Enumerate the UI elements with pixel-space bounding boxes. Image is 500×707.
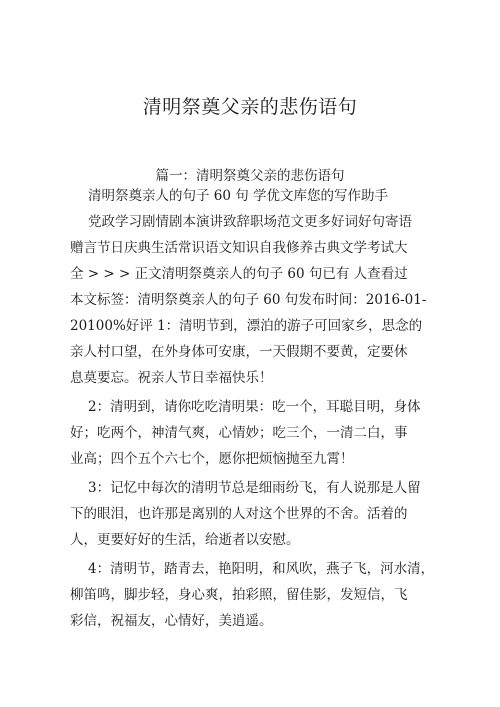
body-line: 本文标签：清明祭奠亲人的句子 60 句发布时间：2016-01- [70, 292, 427, 308]
body-line: 好；吃两个，神清气爽，心情妙；吃三个，一清二白，事 [70, 425, 408, 441]
body-line: 20100%好评 1：清明节到，漂泊的游子可回家乡，思念的 [70, 318, 423, 334]
body-line: 2：清明到，请你吃吃清明果：吃一个，耳聪目明，身体 [88, 399, 421, 415]
document-title: 清明祭奠父亲的悲伤语句 [142, 96, 358, 118]
body-line: 下的眼泪，也许那是离别的人对这个世界的不舍。活着的 [70, 506, 408, 522]
body-line: 3：记忆中每次的清明节总是细雨纷飞，有人说那是人留 [88, 480, 421, 496]
body-line: 党政学习剧情剧本演讲致辞职场范文更多好词好句寄语 [88, 214, 412, 230]
body-line: 人，更要好好的生活，给逝者以安慰。 [70, 532, 300, 548]
body-line: 柳笛鸣，脚步轻，身心爽，拍彩照，留佳影，发短信，飞 [70, 587, 408, 603]
body-line: 赠言节日庆典生活常识语文知识自我修养古典文学考试大 [70, 240, 408, 256]
body-line: 清明祭奠亲人的句子 60 句 学优文库您的写作助手 [88, 188, 389, 204]
body-line: 亲人村口望，在外身体可安康，一天假期不要黄，定要休 [70, 344, 408, 360]
body-line: 息莫要忘。祝亲人节日幸福快乐！ [70, 370, 273, 386]
body-line: 彩信，祝福友，心情好，美逍遥。 [70, 613, 273, 629]
body-line: 全 > > > 正文清明祭奠亲人的句子 60 句已有 人查看过 [70, 266, 408, 282]
body-line: 4：清明节，踏青去，艳阳明，和风吹，燕子飞，河水清， [88, 561, 435, 577]
section-heading: 篇一：清明祭奠父亲的悲伤语句 [155, 168, 345, 184]
body-line: 业高；四个五个六七个，愿你把烦恼抛至九霄！ [70, 451, 354, 467]
